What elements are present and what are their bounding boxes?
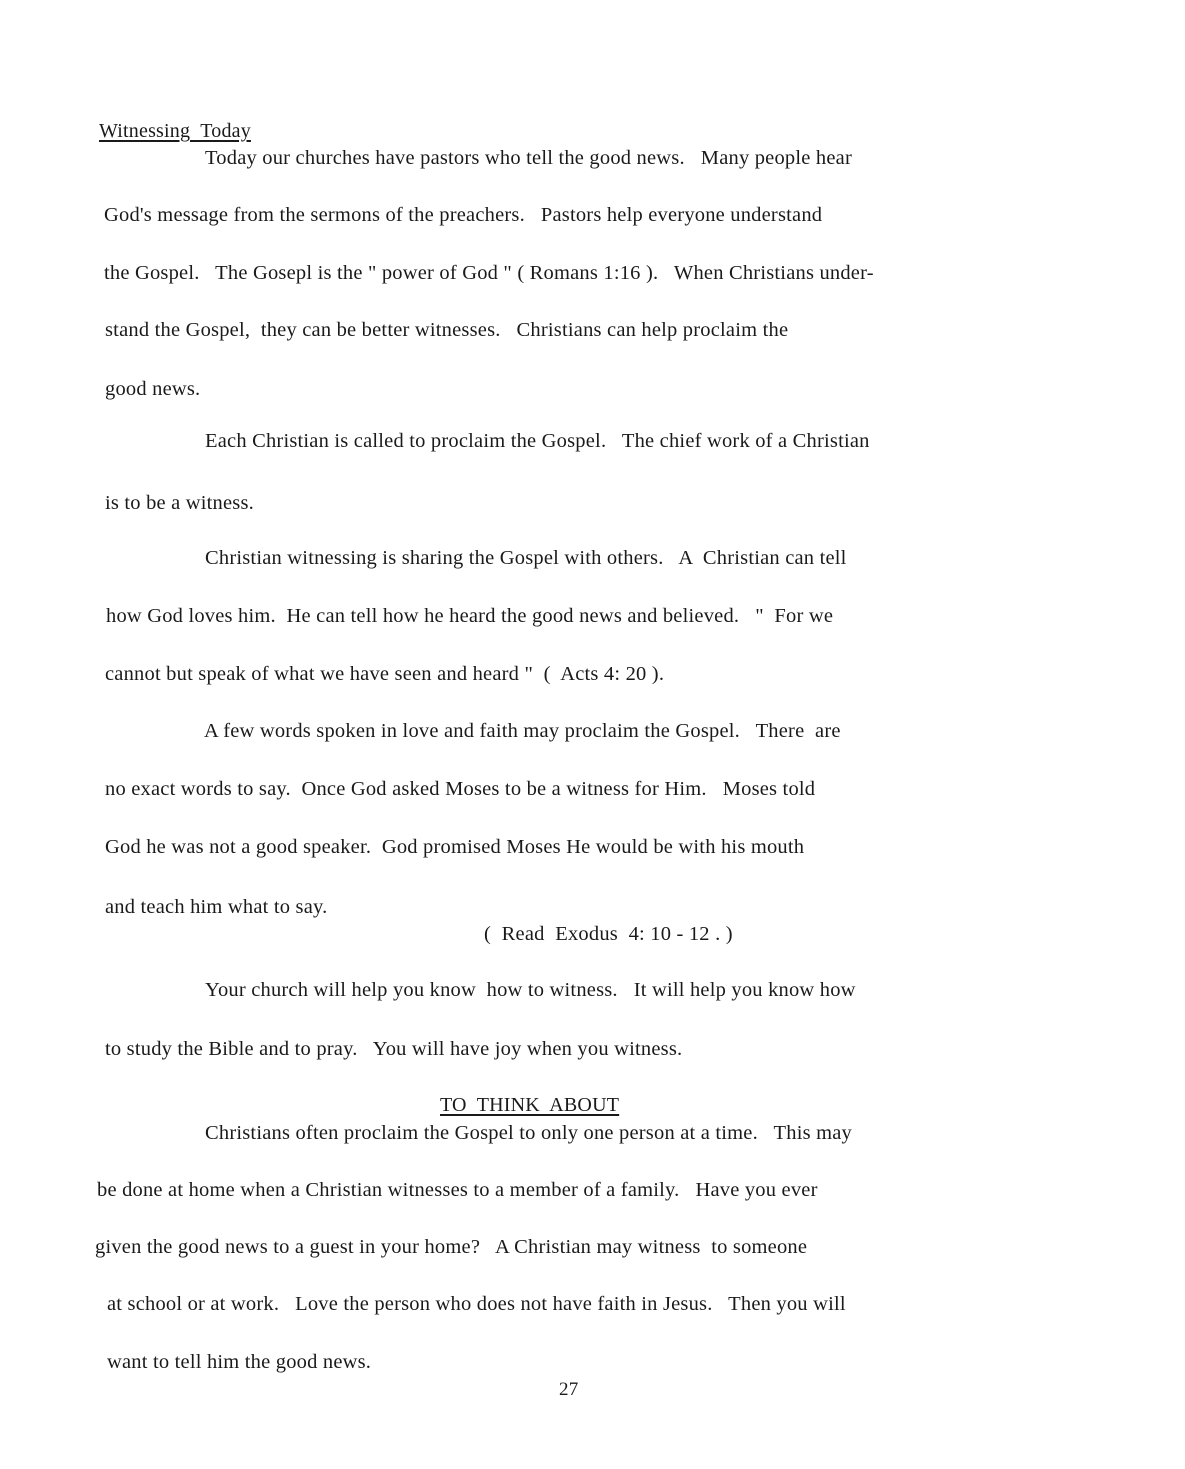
- text-line: and teach him what to say.: [105, 896, 328, 918]
- text-line: is to be a witness.: [105, 492, 254, 514]
- text-line: Christian witnessing is sharing the Gospel with others. A Christian can tell: [205, 547, 847, 569]
- text-line: God he was not a good speaker. God promised Moses He would be with his mouth: [105, 836, 805, 858]
- text-line: no exact words to say. Once God asked Moses to be a witness for Him. Moses told: [105, 778, 816, 800]
- text-line: how God loves him. He can tell how he heard the good news and believed. " For we: [106, 605, 834, 627]
- subheading: TO THINK ABOUT: [440, 1094, 620, 1116]
- text-line: want to tell him the good news.: [107, 1351, 372, 1373]
- text-line: Your church will help you know how to witness. It will help you know how: [205, 979, 856, 1001]
- text-line: given the good news to a guest in your home? A Christian may witness to someone: [95, 1236, 808, 1258]
- text-line: be done at home when a Christian witnesses to a member of a family. Have you ever: [97, 1179, 818, 1201]
- text-line: to study the Bible and to pray. You will have joy when you witness.: [105, 1038, 683, 1060]
- page-number: 27: [559, 1379, 579, 1400]
- text-line: Today our churches have pastors who tell the good news. Many people hear: [205, 147, 852, 169]
- text-line: Christians often proclaim the Gospel to only one person at a time. This may: [205, 1122, 852, 1144]
- text-line: at school or at work. Love the person who does not have faith in Jesus. Then you will: [107, 1293, 846, 1315]
- scripture-reference: ( Read Exodus 4: 10 - 12 . ): [484, 923, 733, 945]
- text-line: A few words spoken in love and faith may proclaim the Gospel. There are: [204, 720, 841, 742]
- text-line: cannot but speak of what we have seen and heard " ( Acts 4: 20 ).: [105, 663, 665, 685]
- section-heading: Witnessing Today: [99, 120, 251, 142]
- text-line: the Gospel. The Gosepl is the " power of God " ( Romans 1:16 ). When Christians under-: [104, 262, 874, 284]
- text-line: good news.: [105, 378, 201, 400]
- text-line: stand the Gospel, they can be better witnesses. Christians can help proclaim the: [105, 319, 789, 341]
- text-line: God's message from the sermons of the preachers. Pastors help everyone understand: [104, 204, 823, 226]
- text-line: Each Christian is called to proclaim the Gospel. The chief work of a Christian: [205, 430, 870, 452]
